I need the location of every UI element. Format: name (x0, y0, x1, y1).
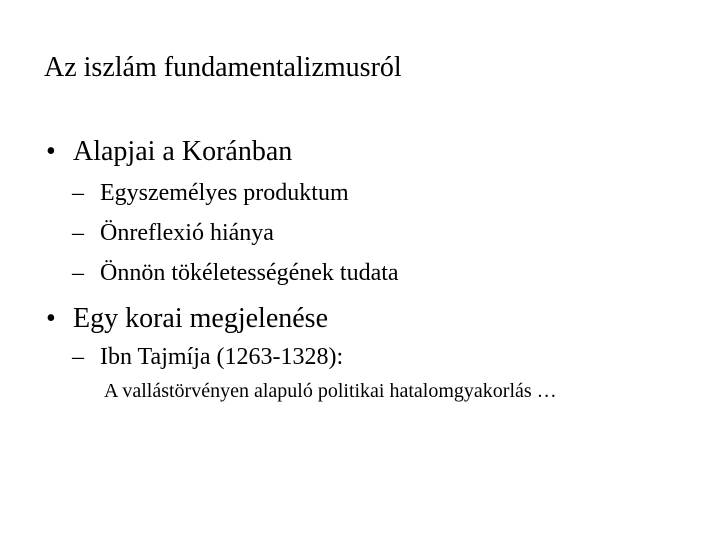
bullet-label: Alapjai a Koránban (73, 136, 293, 167)
sub-item-label: Ibn Tajmíja (1263-1328): (100, 344, 344, 370)
dash-mark: – (72, 344, 84, 370)
bullet-label: Egy korai megjelenése (73, 303, 329, 334)
note-text: A vallástörvényen alapuló politikai hatalomgyakorlás … (104, 380, 557, 402)
sub-item-label: Önnön tökéletességének tudata (100, 260, 399, 286)
sub-item-label: Egyszemélyes produktum (100, 180, 349, 206)
bullet-mark: • (46, 303, 56, 334)
sub-item-label: Önreflexió hiánya (100, 220, 274, 246)
dash-mark: – (72, 260, 84, 286)
dash-mark: – (72, 180, 84, 206)
slide-title: Az iszlám fundamentalizmusról (44, 52, 402, 83)
dash-mark: – (72, 220, 84, 246)
bullet-mark: • (46, 136, 56, 167)
